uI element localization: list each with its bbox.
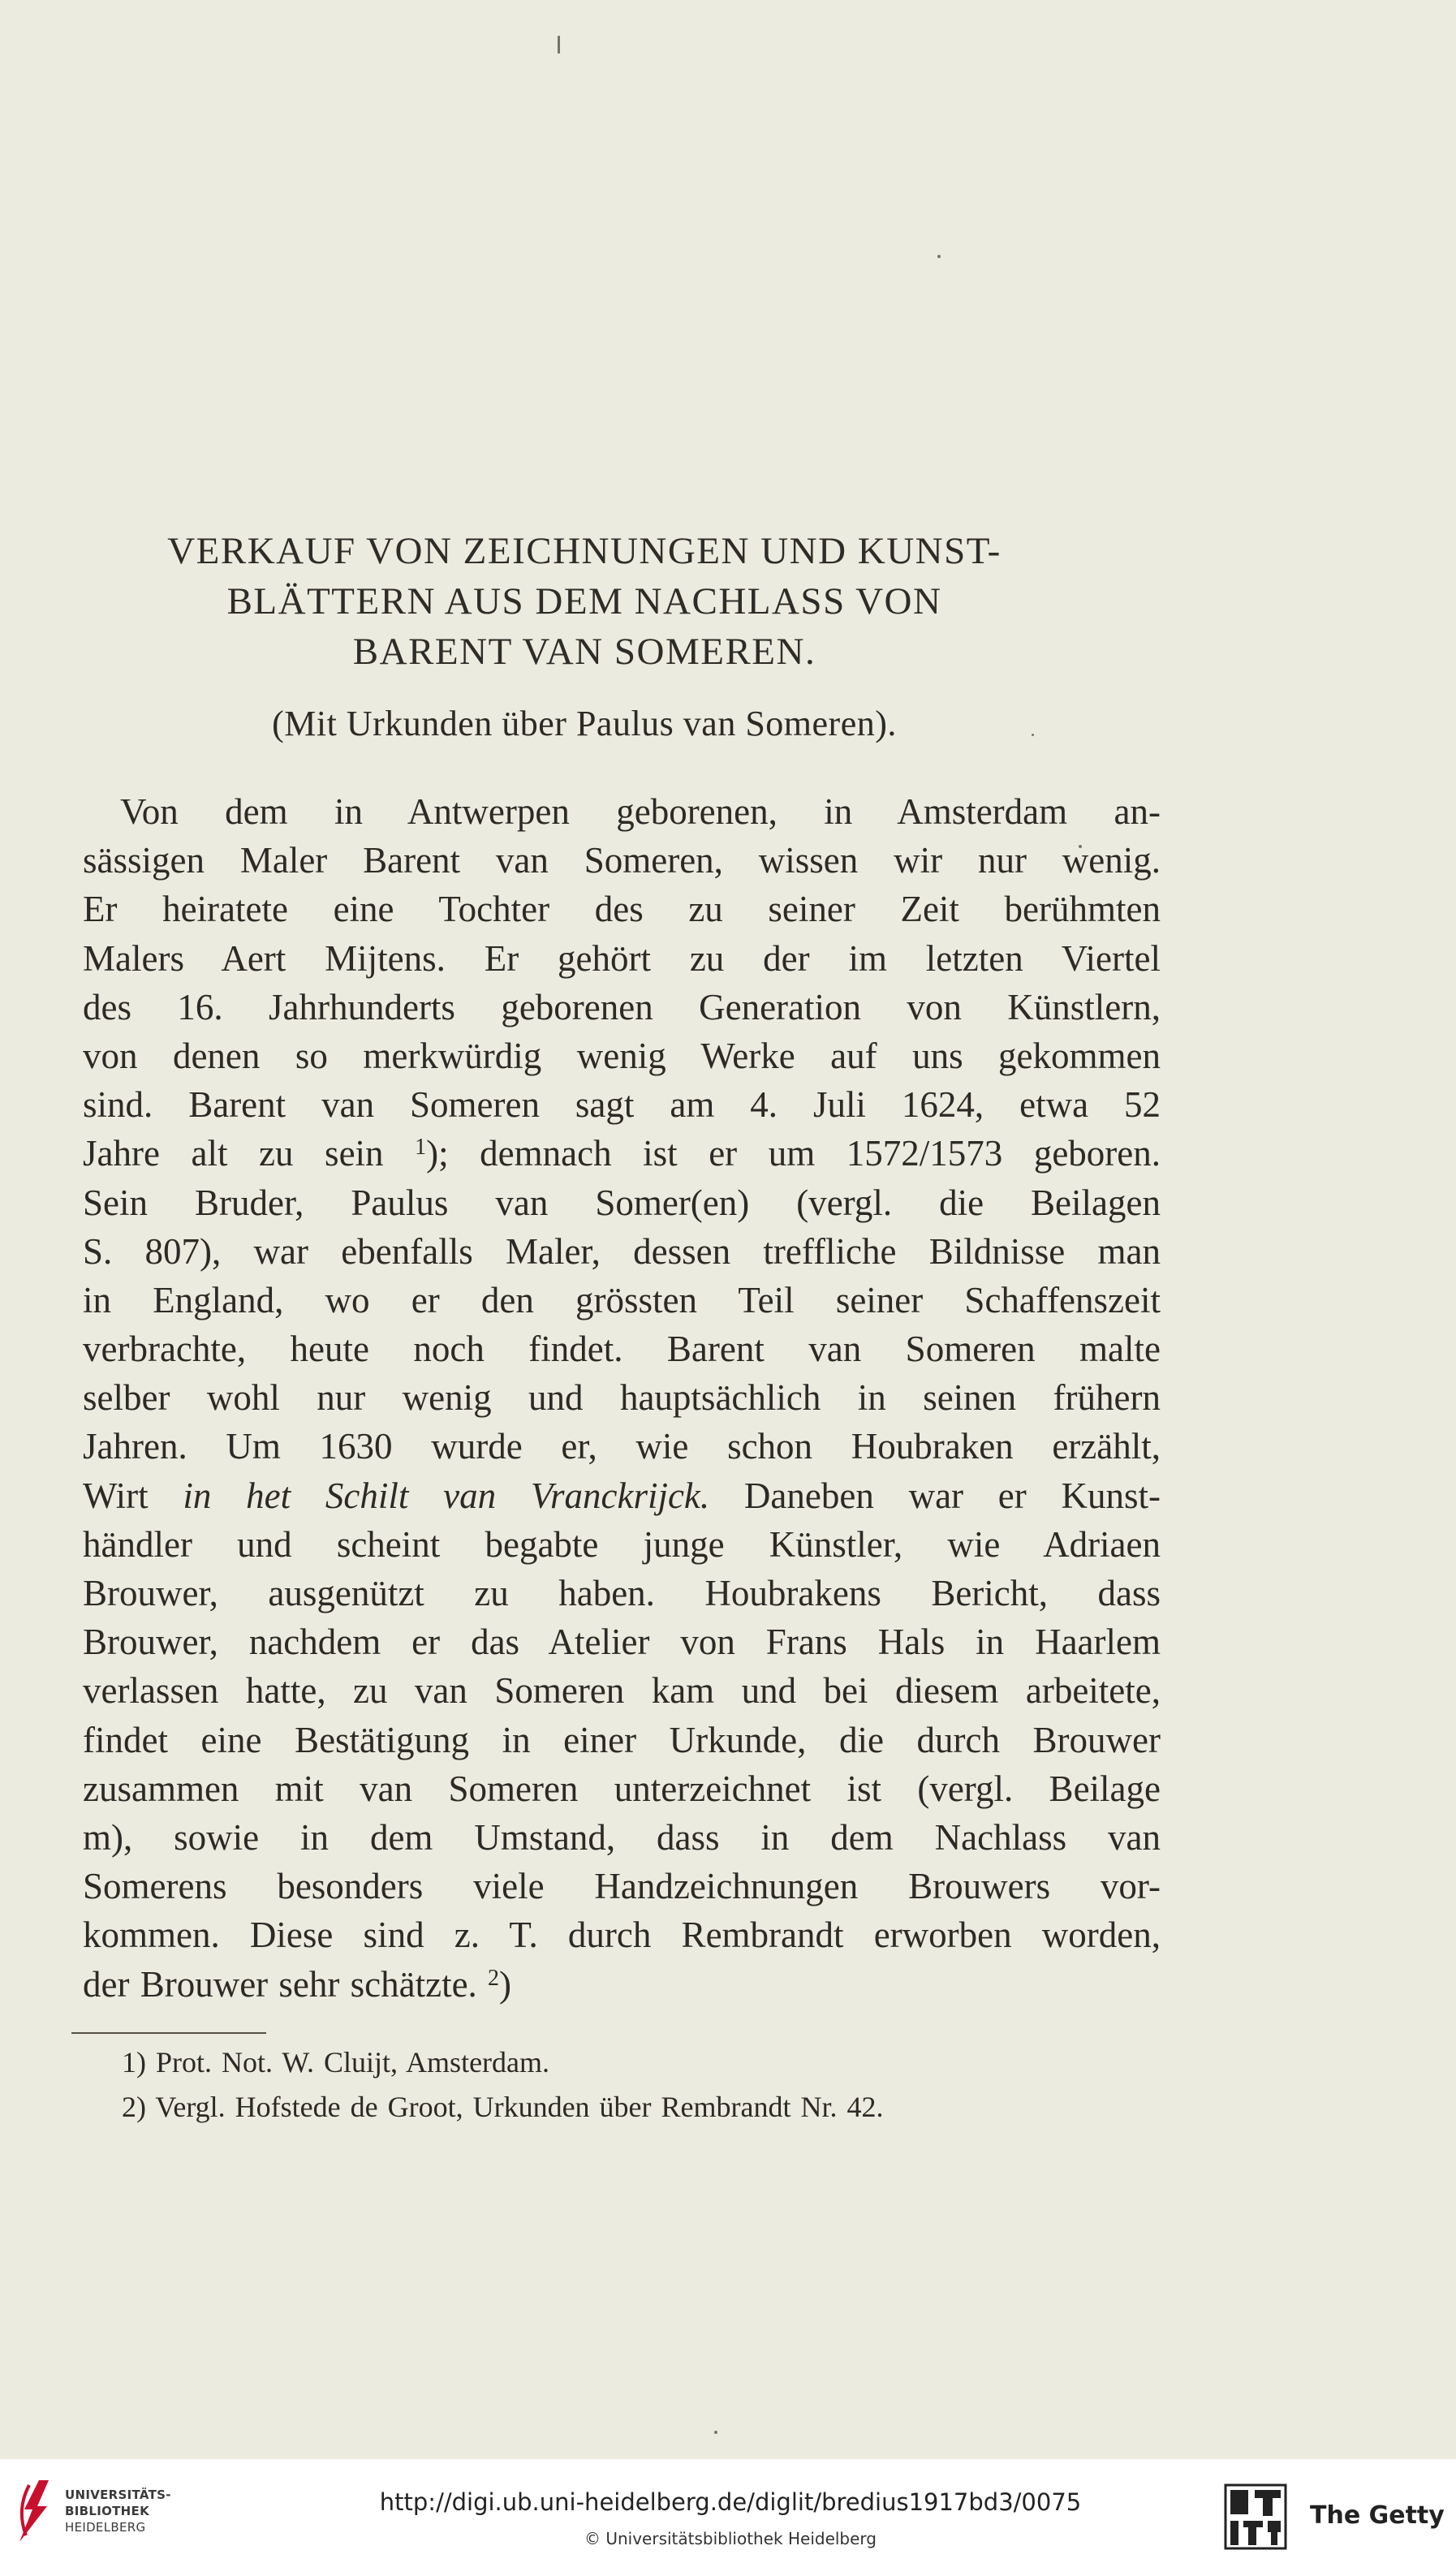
footnote-ref-2: 2 xyxy=(488,1965,500,1991)
body-text-segment: Wirt xyxy=(83,1475,149,1516)
body-line: m), sowie in dem Umstand, dass in dem Nachlass van xyxy=(83,1816,1161,1858)
body-line: Brouwer, nachdem er das Atelier von Frans Hals in Haarlem xyxy=(83,1622,1161,1663)
body-line: sind. Barent van Someren sagt am 4. Juli 1624, etwa 52 xyxy=(83,1084,1161,1126)
body-line: findet eine Bestätigung in einer Urkunde, die durch Brouwer xyxy=(83,1719,1161,1760)
body-line: Malers Aert Mijtens. Er gehört zu der im letzten Viertel xyxy=(83,937,1161,979)
body-paragraph xyxy=(83,787,1161,2009)
body-text-segment: Jahre alt zu sein xyxy=(83,1133,384,1174)
body-line: Jahren. Um 1630 wurde er, wie schon Houbraken erzählt, xyxy=(83,1426,1161,1467)
getty-logo-icon[interactable] xyxy=(1224,2483,1287,2550)
body-line: zusammen mit van Someren unterzeichnet ist (vergl. Beilage xyxy=(83,1768,1161,1809)
body-line: kommen. Diese sind z. T. durch Rembrandt erworben worden, xyxy=(83,1915,1161,1956)
body-text-segment: der Brouwer sehr schätzte. xyxy=(83,1963,477,2005)
heidelberg-library-logo-icon[interactable] xyxy=(15,2477,54,2545)
body-line: händler und scheint begabte junge Künstler, wie Adriaen xyxy=(83,1523,1161,1565)
body-line: S. 807), war ebenfalls Maler, dessen treffliche Bildnisse man xyxy=(83,1230,1161,1272)
body-line: des 16. Jahrhunderts geborenen Generation von Künstlern, xyxy=(83,986,1161,1027)
article-title xyxy=(114,526,1055,677)
body-text-segment: Daneben war er Kunst- xyxy=(743,1475,1161,1516)
library-name-line-1: UNIVERSITÄTS- xyxy=(65,2488,171,2502)
body-line: in England, wo er den grössten Teil seiner Schaffenszeit xyxy=(83,1279,1161,1320)
footnote-divider xyxy=(71,2032,266,2034)
body-line: verlassen hatte, zu van Someren kam und bei diesem arbeitete, xyxy=(83,1670,1161,1712)
article-subtitle: (Mit Urkunden über Paulus van Someren). xyxy=(272,704,897,743)
footnote-2: 2) Vergl. Hofstede de Groot, Urkunden über Rembrandt Nr. 42. xyxy=(122,2091,884,2123)
library-name-line-2: BIBLIOTHEK xyxy=(65,2504,149,2518)
body-line: selber wohl nur wenig und hauptsächlich in seinen frühern xyxy=(83,1377,1161,1419)
body-line: verbrachte, heute noch findet. Barent van Someren malte xyxy=(83,1329,1161,1370)
body-line-with-footnote-1 xyxy=(83,1129,1161,1178)
footnote-ref-1: 1 xyxy=(415,1135,427,1161)
body-line: Er heiratete eine Tochter des zu seiner Zeit berühmten xyxy=(83,889,1161,930)
partner-name[interactable]: The Getty xyxy=(1310,2501,1445,2530)
digitization-footer xyxy=(0,2459,1456,2563)
library-name[interactable] xyxy=(65,2487,171,2535)
title-line-2: BLÄTTERN AUS DEM NACHLASS VON xyxy=(226,580,942,622)
body-line: Von dem in Antwerpen geborenen, in Amsterdam an- xyxy=(120,791,1161,832)
body-line-with-footnote-2: der Brouwer sehr schätzte. $^2$) xyxy=(83,1963,512,2005)
body-line: Brouwer, ausgenützt zu haben. Houbrakens Bericht, dass xyxy=(83,1573,1161,1613)
footnotes xyxy=(122,2040,1136,2130)
body-line: von denen so merkwürdig wenig Werke auf uns gekommen xyxy=(83,1035,1161,1076)
body-text-segment: ); demnach ist er um 1572/1573 geboren. xyxy=(426,1133,1161,1174)
body-line: Sein Bruder, Paulus van Somer(en) (vergl. die Beilagen xyxy=(83,1182,1161,1223)
title-line-1: VERKAUF VON ZEICHNUNGEN UND KUNST- xyxy=(167,530,1002,572)
footnote-1: 1) Prot. Not. W. Cluijt, Amsterdam. xyxy=(122,2046,550,2078)
italic-place-name: in het Schilt van Vranckrijck. xyxy=(183,1475,710,1516)
title-line-3: BARENT VAN SOMEREN. xyxy=(352,631,816,673)
body-line-with-italic xyxy=(83,1471,1161,1520)
body-line: sässigen Maler Barent van Someren, wissen wir nur wenig. xyxy=(83,840,1161,881)
body-line: Somerens besonders viele Handzeichnungen Brouwers vor- xyxy=(83,1866,1161,1907)
library-name-line-3: HEIDELBERG xyxy=(65,2520,146,2535)
permalink-url[interactable]: http://digi.ub.uni-heidelberg.de/diglit/bredius1917bd3/0075 xyxy=(379,2488,1082,2516)
copyright-notice: © Universitätsbibliothek Heidelberg xyxy=(584,2529,877,2548)
